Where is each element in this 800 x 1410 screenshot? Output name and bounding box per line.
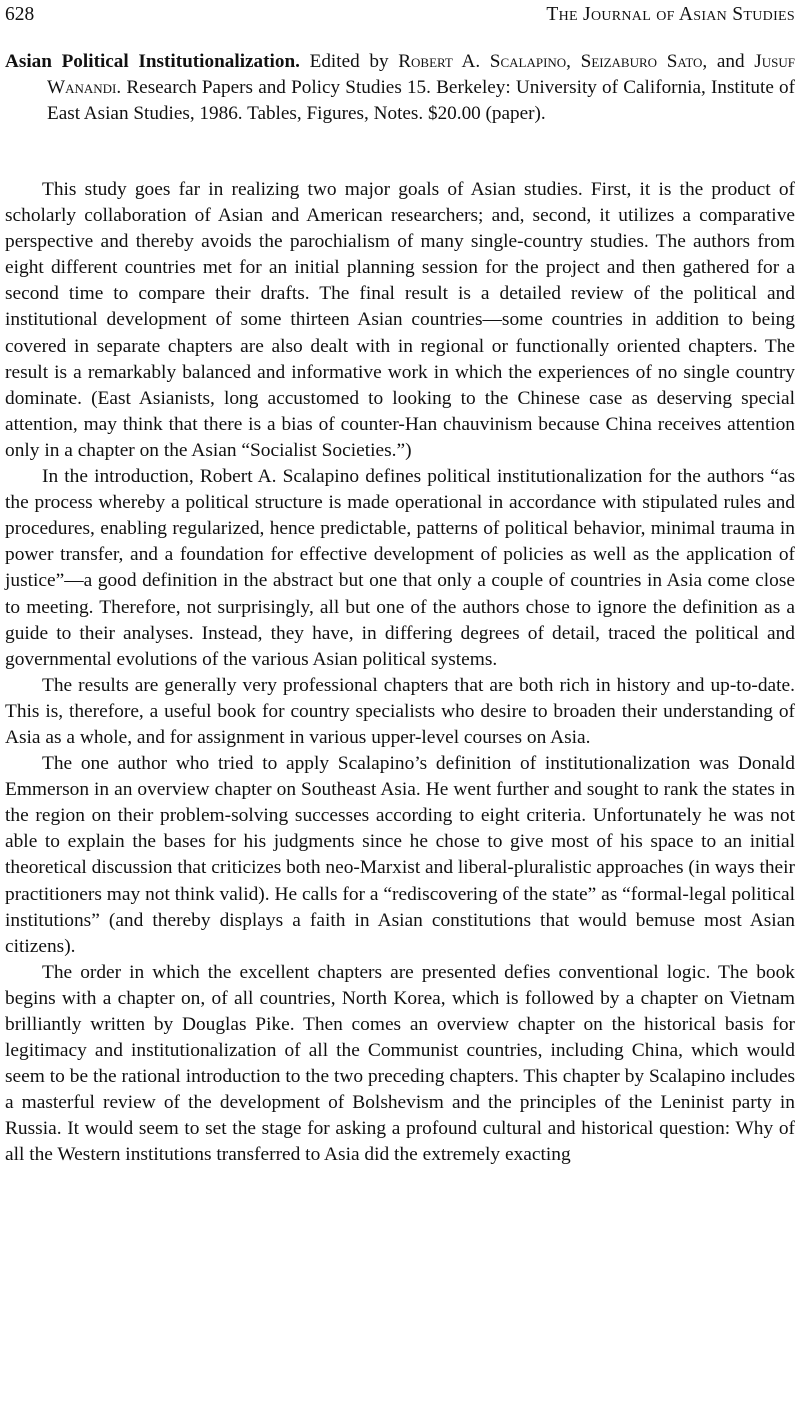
page-number: 628 — [5, 4, 35, 25]
running-head — [5, 0, 795, 30]
publisher-info: Berkeley: University of California, Institute of East Asian Studies, 1986. — [47, 77, 796, 124]
book-citation — [5, 49, 795, 127]
book-price: $20.00 (paper). — [427, 103, 546, 124]
edited-by-label: Edited by — [309, 51, 389, 72]
book-features: Tables, Figures, Notes. — [247, 103, 424, 124]
editor-name: Seizaburo Sato, — [580, 51, 708, 72]
paragraph: The one author who tried to apply Scalapino’s definition of institutionalization was Donald Emmerson in an overview chapter on Southeast Asia. He went further and sought to rank the states in the region on their problem-solving successes according to eight criteria. Unfortunately he was not able to explain the bases for his judgments since he chose to give most of his space to an initial theoretical discussion that criticizes both neo-Marxist and liberal-pluralistic approaches (in ways their practitioners may not think valid). He calls for a “rediscovering of the state” as “formal-legal political institutions” (and thereby displays a faith in Asian constitutions that would bemuse most Asian citizens). — [5, 753, 795, 957]
book-title: Asian Political Institutionalization. — [5, 51, 300, 72]
series-info: Research Papers and Policy Studies 15. — [126, 77, 431, 98]
editor-name: Robert A. Scalapino, — [398, 51, 571, 72]
paragraph: In the introduction, Robert A. Scalapino defines political institutionalization for the authors “as the process whereby a political structure is made operational in accordance with stipulated rules and procedures, enabling regularized, hence predictable, patterns of political behavior, minimal trauma in power transfer, and a foundation for effective development of policies as well as the application of justice”—a good definition in the abstract but one that only a couple of countries in Asia come close to meeting. Therefore, not surprisingly, all but one of the authors chose to ignore the definition as a guide to their analyses. Instead, they have, in differing degrees of detail, traced the political and governmental evolutions of the various Asian political systems. — [5, 466, 795, 670]
paragraph: The results are generally very professional chapters that are both rich in history and up-to-date. This is, therefore, a useful book for country specialists who desire to broaden their understanding of Asia as a whole, and for assignment in various upper-level courses on Asia. — [5, 674, 795, 748]
paragraph: The order in which the excellent chapters are presented defies conventional logic. The book begins with a chapter on, of all countries, North Korea, which is followed by a chapter on Vietnam brilliantly written by Douglas Pike. Then comes an overview chapter on the historical basis for legitimacy and institutionalization of all the Communist countries, including China, which would seem to be the rational introduction to the two preceding chapters. This chapter by Scalapino includes a masterful review of the development of Bolshevism and the principles of the Leninist party in Russia. It would seem to set the stage for asking a profound cultural and historical question: Why of all the Western institutions transferred to Asia did the extremely exacting — [5, 961, 795, 1166]
review-body — [5, 177, 795, 1169]
conjunction: and — [716, 51, 745, 72]
editor-name: Jusuf Wanandi. — [47, 51, 796, 98]
paragraph: This study goes far in realizing two major goals of Asian studies. First, it is the product of scholarly collaboration of Asian and American researchers; and, second, it utilizes a comparative perspective and thereby avoids the parochialism of many single-country studies. The authors from eight different countries met for an initial planning session for the project and then gathered for a second time to compare their drafts. The final result is a detailed review of the political and institutional development of some thirteen Asian countries—some countries in addition to being covered in separate chapters are also dealt with in regional or functionally oriented chapters. The result is a remarkably balanced and informative work in which the experiences of no single country dominate. (East Asianists, long accustomed to looking to the Chinese case as deserving special attention, may think that there is a bias of counter-Han chauvinism because China receives attention only in a chapter on the Asian “Socialist Societies.”) — [5, 179, 795, 461]
journal-title: The Journal of Asian Studies — [546, 4, 795, 25]
